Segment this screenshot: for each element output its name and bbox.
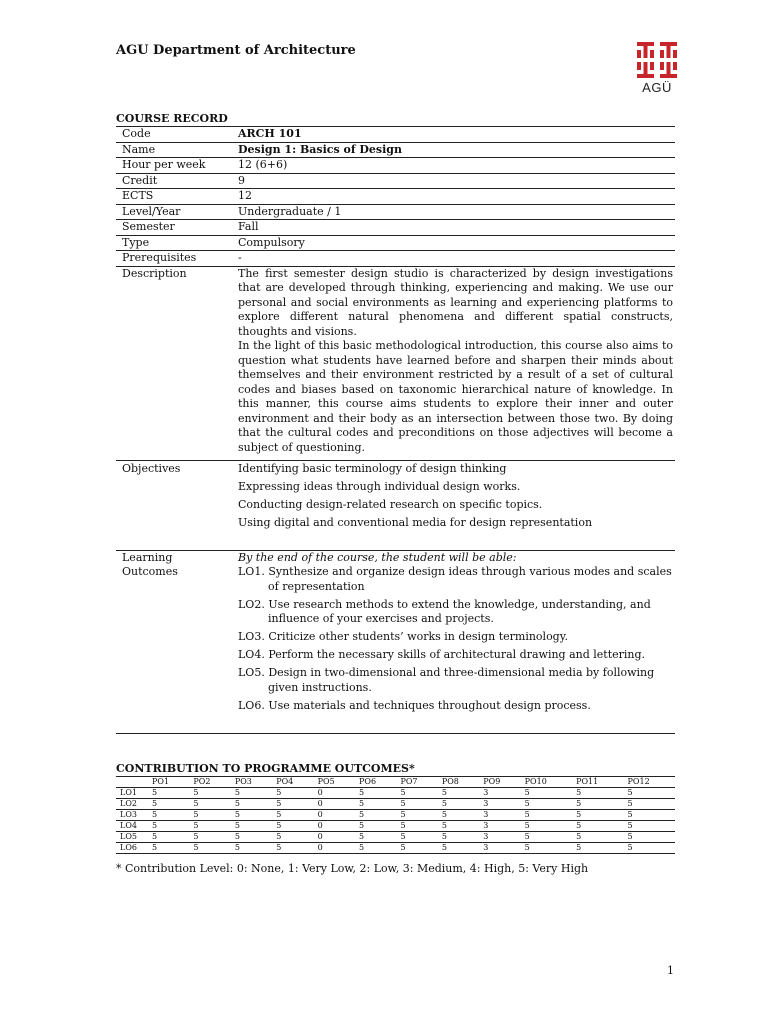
- table-cell: 5: [231, 799, 272, 810]
- table-cell: 5: [189, 788, 230, 799]
- column-header: PO2: [189, 777, 230, 788]
- row-label: LO1: [116, 788, 148, 799]
- objective-item: Expressing ideas through individual design works.: [238, 479, 521, 493]
- table-cell: 5: [396, 799, 437, 810]
- table-cell: 5: [272, 843, 313, 854]
- record-label: Name: [122, 142, 156, 156]
- table-cell: 5: [438, 832, 479, 843]
- course-record-title: COURSE RECORD: [116, 112, 228, 125]
- table-cell: 0: [314, 810, 355, 821]
- table-cell: 5: [148, 821, 189, 832]
- table-cell: 5: [355, 821, 396, 832]
- table-cell: 0: [314, 832, 355, 843]
- table-cell: 5: [189, 843, 230, 854]
- table-cell: 5: [624, 821, 675, 832]
- record-row-learning-outcomes: [116, 550, 675, 734]
- table-cell: 5: [189, 810, 230, 821]
- table-cell: 5: [624, 788, 675, 799]
- column-header: PO10: [521, 777, 572, 788]
- row-label: LO5: [116, 832, 148, 843]
- table-cell: 3: [479, 832, 520, 843]
- outcomes-intro: By the end of the course, the student will be able:: [238, 550, 517, 564]
- outcome-item: LO6. Use materials and techniques throughout design process.: [238, 698, 591, 712]
- description-text: [238, 267, 675, 460]
- record-row-type: [116, 235, 675, 251]
- column-header: PO9: [479, 777, 520, 788]
- table-cell: 5: [272, 810, 313, 821]
- table-cell: 5: [521, 799, 572, 810]
- record-row-code: [116, 126, 675, 142]
- table-row: [116, 821, 675, 832]
- table-cell: 5: [572, 788, 623, 799]
- table-cell: 5: [272, 799, 313, 810]
- record-label: ECTS: [122, 189, 154, 202]
- contribution-table: [116, 776, 675, 854]
- table-cell: 5: [148, 788, 189, 799]
- record-row-level: [116, 204, 675, 220]
- course-record-table: [116, 126, 675, 734]
- table-cell: 0: [314, 843, 355, 854]
- objectives-list: [238, 462, 675, 550]
- record-label: Level/Year: [122, 204, 181, 218]
- row-label: LO3: [116, 810, 148, 821]
- record-value: -: [238, 251, 242, 264]
- table-cell: 5: [231, 843, 272, 854]
- table-cell: 5: [355, 843, 396, 854]
- table-cell: 5: [396, 821, 437, 832]
- table-cell: 3: [479, 843, 520, 854]
- column-header: PO1: [148, 777, 189, 788]
- record-value: Undergraduate / 1: [238, 204, 342, 218]
- record-value: Compulsory: [238, 235, 305, 249]
- outcome-item: LO4. Perform the necessary skills of architectural drawing and lettering.: [238, 648, 646, 661]
- table-cell: 5: [624, 810, 675, 821]
- outcome-item: LO2. Use research methods to extend the knowledge, understanding, and influence of your exercises and projects.: [238, 597, 651, 625]
- record-value: 9: [238, 173, 245, 187]
- label-line: Learning: [122, 550, 173, 564]
- column-header: PO4: [272, 777, 313, 788]
- outcome-item: LO3. Criticize other students’ works in design terminology.: [238, 630, 568, 643]
- objective-item: Conducting design-related research on specific topics.: [238, 497, 543, 511]
- column-header: [116, 777, 148, 788]
- table-cell: 5: [148, 843, 189, 854]
- table-row: [116, 788, 675, 799]
- description-paragraph: In the light of this basic methodological introduction, this course also aims to question what students have learned before and sharpen their minds about themselves and their environment restricted by a result of a set of cultural codes and biases based on taxonomic hierarchical nature of knowledge. In this manner, this course aims students to explore their inner and outer environment and their body as an intersection between those two. By doing that the cultural codes and preconditions on those adjectives will become a subject of questioning.: [238, 339, 673, 454]
- table-cell: 5: [148, 799, 189, 810]
- row-label: LO4: [116, 821, 148, 832]
- table-cell: 5: [189, 832, 230, 843]
- objective-item: Using digital and conventional media for design representation: [238, 515, 593, 529]
- table-cell: 3: [479, 799, 520, 810]
- record-row-hours: [116, 157, 675, 173]
- table-cell: 5: [572, 799, 623, 810]
- table-cell: 5: [396, 788, 437, 799]
- objective-item: Identifying basic terminology of design thinking: [238, 461, 507, 475]
- record-row-prerequisites: [116, 250, 675, 266]
- agu-logo: [637, 42, 677, 98]
- column-header: PO7: [396, 777, 437, 788]
- record-label: Hour per week: [122, 158, 206, 171]
- record-row-semester: [116, 219, 675, 235]
- table-cell: 5: [521, 832, 572, 843]
- table-cell: 5: [572, 832, 623, 843]
- outcome-item: LO1. Synthesize and organize design ideas through various modes and scales of representation: [238, 565, 672, 593]
- record-label: Type: [122, 235, 150, 249]
- table-cell: 5: [624, 799, 675, 810]
- learning-outcomes-list: [238, 551, 675, 733]
- table-cell: 5: [231, 810, 272, 821]
- table-cell: 5: [189, 799, 230, 810]
- row-label: LO6: [116, 843, 148, 854]
- record-value: Design 1: Basics of Design: [238, 142, 402, 156]
- record-row-objectives: [116, 460, 675, 550]
- table-cell: 5: [572, 810, 623, 821]
- table-cell: 5: [396, 832, 437, 843]
- table-cell: 5: [521, 788, 572, 799]
- outcome-item: LO5. Design in two-dimensional and three-dimensional media by following given instructions.: [238, 666, 655, 694]
- table-cell: 5: [438, 843, 479, 854]
- table-cell: 5: [521, 843, 572, 854]
- record-label: Description: [122, 266, 187, 280]
- table-cell: 5: [272, 821, 313, 832]
- table-cell: 5: [148, 810, 189, 821]
- description-paragraph: The first semester design studio is characterized by design investigations that are developed through thinking, experiencing and making. We use our personal and social environments as learning and experiencing platforms to explore different natural phenomena and different spatial constructs, thoughts and visions.: [238, 266, 673, 338]
- column-header: PO6: [355, 777, 396, 788]
- record-label: Credit: [122, 173, 158, 187]
- table-cell: 5: [521, 821, 572, 832]
- table-cell: 5: [272, 788, 313, 799]
- table-cell: 5: [438, 788, 479, 799]
- column-header: PO3: [231, 777, 272, 788]
- table-cell: 3: [479, 821, 520, 832]
- table-cell: 5: [231, 821, 272, 832]
- table-cell: 5: [396, 810, 437, 821]
- record-row-name: [116, 142, 675, 158]
- record-label: Objectives: [122, 461, 181, 475]
- record-value: Fall: [238, 220, 259, 233]
- table-cell: 3: [479, 788, 520, 799]
- page-number: 1: [667, 964, 674, 977]
- table-row: [116, 832, 675, 843]
- record-value: 12 (6+6): [238, 158, 288, 171]
- record-row-credit: [116, 173, 675, 189]
- contribution-table-body: [116, 788, 675, 854]
- record-label: Semester: [122, 220, 175, 233]
- contribution-title: CONTRIBUTION TO PROGRAMME OUTCOMES*: [116, 762, 415, 775]
- table-cell: 5: [438, 799, 479, 810]
- table-cell: 5: [231, 788, 272, 799]
- logo-wordmark: AGÜ: [642, 80, 672, 95]
- table-cell: 5: [355, 788, 396, 799]
- agu-logo-icon: [637, 42, 677, 78]
- table-row: [116, 810, 675, 821]
- column-header: PO5: [314, 777, 355, 788]
- record-value: ARCH 101: [238, 127, 302, 140]
- table-cell: 0: [314, 821, 355, 832]
- table-row: [116, 799, 675, 810]
- table-cell: 5: [355, 799, 396, 810]
- table-cell: 5: [624, 843, 675, 854]
- table-header-row: [116, 777, 675, 788]
- table-cell: 5: [355, 810, 396, 821]
- record-label: [116, 551, 238, 733]
- table-cell: 5: [624, 832, 675, 843]
- department-title: AGU Department of Architecture: [116, 43, 356, 58]
- table-cell: 0: [314, 788, 355, 799]
- column-header: PO12: [624, 777, 675, 788]
- table-cell: 5: [572, 821, 623, 832]
- table-cell: 5: [438, 821, 479, 832]
- table-cell: 5: [231, 832, 272, 843]
- table-cell: 5: [148, 832, 189, 843]
- record-value: 12: [238, 189, 252, 202]
- record-row-description: [116, 266, 675, 460]
- record-row-ects: [116, 188, 675, 204]
- table-cell: 5: [521, 810, 572, 821]
- record-label: Prerequisites: [122, 251, 197, 264]
- table-cell: 5: [272, 832, 313, 843]
- table-cell: 5: [355, 832, 396, 843]
- row-label: LO2: [116, 799, 148, 810]
- record-label: Code: [122, 127, 151, 140]
- table-cell: 5: [189, 821, 230, 832]
- table-cell: 5: [438, 810, 479, 821]
- table-cell: 3: [479, 810, 520, 821]
- table-cell: 5: [396, 843, 437, 854]
- contribution-footnote: * Contribution Level: 0: None, 1: Very Low, 2: Low, 3: Medium, 4: High, 5: Very High: [116, 862, 589, 875]
- table-cell: 0: [314, 799, 355, 810]
- table-row: [116, 843, 675, 854]
- table-cell: 5: [572, 843, 623, 854]
- label-line: Outcomes: [122, 565, 178, 578]
- column-header: PO11: [572, 777, 623, 788]
- column-header: PO8: [438, 777, 479, 788]
